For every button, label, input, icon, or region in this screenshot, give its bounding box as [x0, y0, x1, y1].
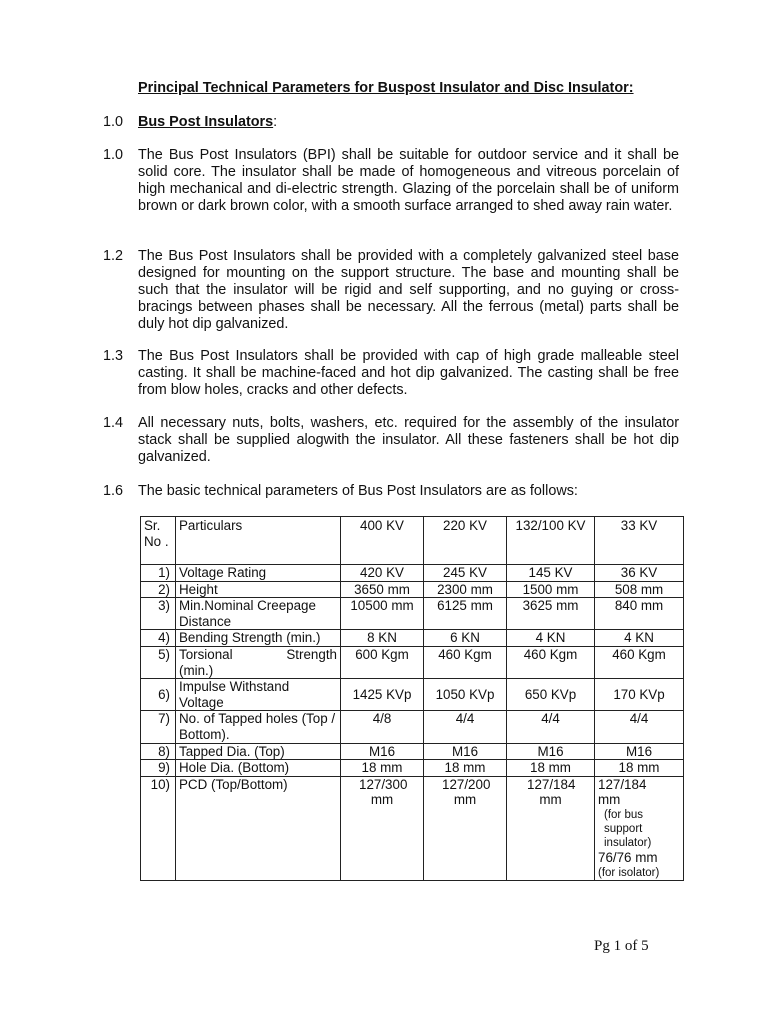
table-row [141, 711, 684, 743]
table-row [141, 760, 684, 777]
pcd-line: 76/76 mm [598, 849, 658, 865]
cell-33kv: 840 mm [595, 598, 684, 630]
header-33kv: 33 KV [595, 517, 684, 565]
section-label: Bus Post Insulators [138, 114, 274, 130]
cell-400kv: 3650 mm [341, 581, 424, 598]
table-row [141, 646, 684, 678]
pcd-line: 127/184 [598, 776, 647, 792]
paragraph-number: 1.4 [103, 415, 124, 431]
particulars-part: Torsional [179, 646, 233, 662]
cell-sr: 5) [141, 646, 176, 678]
cell-sr: 2) [141, 581, 176, 598]
cell-220kv: 18 mm [424, 760, 507, 777]
table-row [141, 598, 684, 630]
cell-220kv: M16 [424, 743, 507, 760]
cell-132kv: 650 KVp [507, 679, 595, 711]
cell-33kv: M16 [595, 743, 684, 760]
cell-132kv: 4 KN [507, 630, 595, 647]
paragraph-1-4 [103, 415, 679, 466]
parameters-table [140, 516, 684, 881]
paragraph-1-0 [103, 147, 679, 215]
pcd-line: mm [598, 792, 621, 808]
particulars-part: Strength [286, 646, 337, 662]
cell-sr: 1) [141, 565, 176, 582]
paragraph-text: The basic technical parameters of Bus Post Insulators are as follows: [138, 483, 578, 499]
cell-400kv: 18 mm [341, 760, 424, 777]
cell-particulars [176, 646, 341, 678]
cell-particulars: Impulse Withstand Voltage [176, 679, 341, 711]
paragraph-text: The Bus Post Insulators (BPI) shall be suitable for outdoor service and it shall be solid core. The insulator shall be made of homogeneous and vitreous porcelain of high mechanical and di-electric strength. Glazing of the porcelain shall be of uniform brown or dark brown color, with a smooth surface arranged to shed away rain water. [138, 147, 679, 214]
header-400kv: 400 KV [341, 517, 424, 565]
cell-particulars: Tapped Dia. (Top) [176, 743, 341, 760]
paragraph-number: 1.2 [103, 248, 124, 264]
cell-33kv: 508 mm [595, 581, 684, 598]
cell-sr: 8) [141, 743, 176, 760]
header-132kv: 132/100 KV [507, 517, 595, 565]
cell-132kv: M16 [507, 743, 595, 760]
table-row [141, 565, 684, 582]
table-header-row [141, 517, 684, 565]
cell-particulars: Hole Dia. (Bottom) [176, 760, 341, 777]
cell-sr: 6) [141, 679, 176, 711]
cell-particulars: Height [176, 581, 341, 598]
cell-33kv: 18 mm [595, 760, 684, 777]
table-row [141, 581, 684, 598]
cell-220kv: 6 KN [424, 630, 507, 647]
paragraph-1-2 [103, 248, 679, 333]
paragraph-1-6 [103, 483, 679, 500]
paragraph-number: 1.0 [103, 147, 124, 163]
cell-33kv: 4 KN [595, 630, 684, 647]
cell-sr: 4) [141, 630, 176, 647]
cell-132kv: 3625 mm [507, 598, 595, 630]
pcd-note: (for isolator) [598, 866, 660, 879]
document-title: Principal Technical Parameters for Buspost Insulator and Disc Insulator: [138, 80, 634, 96]
paragraph-text: The Bus Post Insulators shall be provided with a completely galvanized steel base designed for mounting on the support structure. The base and mounting shall be such that the insulator will be rigid and self supporting, and no guying or cross- bracings between phases shall be necessary. All the ferrous (metal) parts shall be duly hot dip galvanized. [138, 248, 679, 332]
cell-132kv: 18 mm [507, 760, 595, 777]
cell-220kv: 127/200 mm [424, 776, 507, 880]
cell-33kv [595, 776, 684, 880]
cell-220kv: 4/4 [424, 711, 507, 743]
header-220kv: 220 KV [424, 517, 507, 565]
pcd-note: (for bus support insulator) [604, 808, 652, 849]
cell-132kv: 145 KV [507, 565, 595, 582]
cell-33kv: 170 KVp [595, 679, 684, 711]
cell-particulars: Voltage Rating [176, 565, 341, 582]
cell-particulars: PCD (Top/Bottom) [176, 776, 341, 880]
table-row [141, 776, 684, 880]
cell-sr: 7) [141, 711, 176, 743]
particulars-part: (min.) [179, 662, 214, 678]
cell-400kv: 8 KN [341, 630, 424, 647]
paragraph-number: 1.3 [103, 348, 124, 364]
cell-220kv: 245 KV [424, 565, 507, 582]
table-row [141, 630, 684, 647]
cell-400kv: 10500 mm [341, 598, 424, 630]
page-number: Pg 1 of 5 [594, 938, 649, 954]
cell-220kv: 460 Kgm [424, 646, 507, 678]
cell-400kv: 420 KV [341, 565, 424, 582]
paragraph-text: All necessary nuts, bolts, washers, etc. required for the assembly of the insulator stack shall be supplied alogwith the insulator. All these fasteners shall be hot dip galvanized. [138, 415, 679, 465]
header-sr-no: Sr. No . [141, 517, 176, 565]
cell-220kv: 6125 mm [424, 598, 507, 630]
cell-400kv: 127/300 mm [341, 776, 424, 880]
paragraph-number: 1.6 [103, 483, 124, 499]
cell-400kv: M16 [341, 743, 424, 760]
cell-33kv: 36 KV [595, 565, 684, 582]
cell-sr: 3) [141, 598, 176, 630]
section-suffix: : [273, 114, 278, 130]
table-row [141, 679, 684, 711]
cell-particulars: No. of Tapped holes (Top / Bottom). [176, 711, 341, 743]
paragraph-1-3 [103, 348, 679, 399]
cell-sr: 9) [141, 760, 176, 777]
cell-33kv: 4/4 [595, 711, 684, 743]
cell-400kv: 600 Kgm [341, 646, 424, 678]
table-row [141, 743, 684, 760]
header-particulars: Particulars [176, 517, 341, 565]
cell-400kv: 4/8 [341, 711, 424, 743]
cell-particulars: Min.Nominal Creepage Distance [176, 598, 341, 630]
section-heading [103, 114, 679, 131]
cell-400kv: 1425 KVp [341, 679, 424, 711]
cell-220kv: 1050 KVp [424, 679, 507, 711]
cell-220kv: 2300 mm [424, 581, 507, 598]
cell-132kv: 1500 mm [507, 581, 595, 598]
cell-132kv: 4/4 [507, 711, 595, 743]
paragraph-text: The Bus Post Insulators shall be provided with cap of high grade malleable steel casting. It shall be machine-faced and hot dip galvanized. The casting shall be free from blow holes, cracks and other defects. [138, 348, 679, 398]
section-number: 1.0 [103, 114, 124, 130]
cell-particulars: Bending Strength (min.) [176, 630, 341, 647]
cell-33kv: 460 Kgm [595, 646, 684, 678]
cell-sr: 10) [141, 776, 176, 880]
cell-132kv: 460 Kgm [507, 646, 595, 678]
cell-132kv: 127/184 mm [507, 776, 595, 880]
